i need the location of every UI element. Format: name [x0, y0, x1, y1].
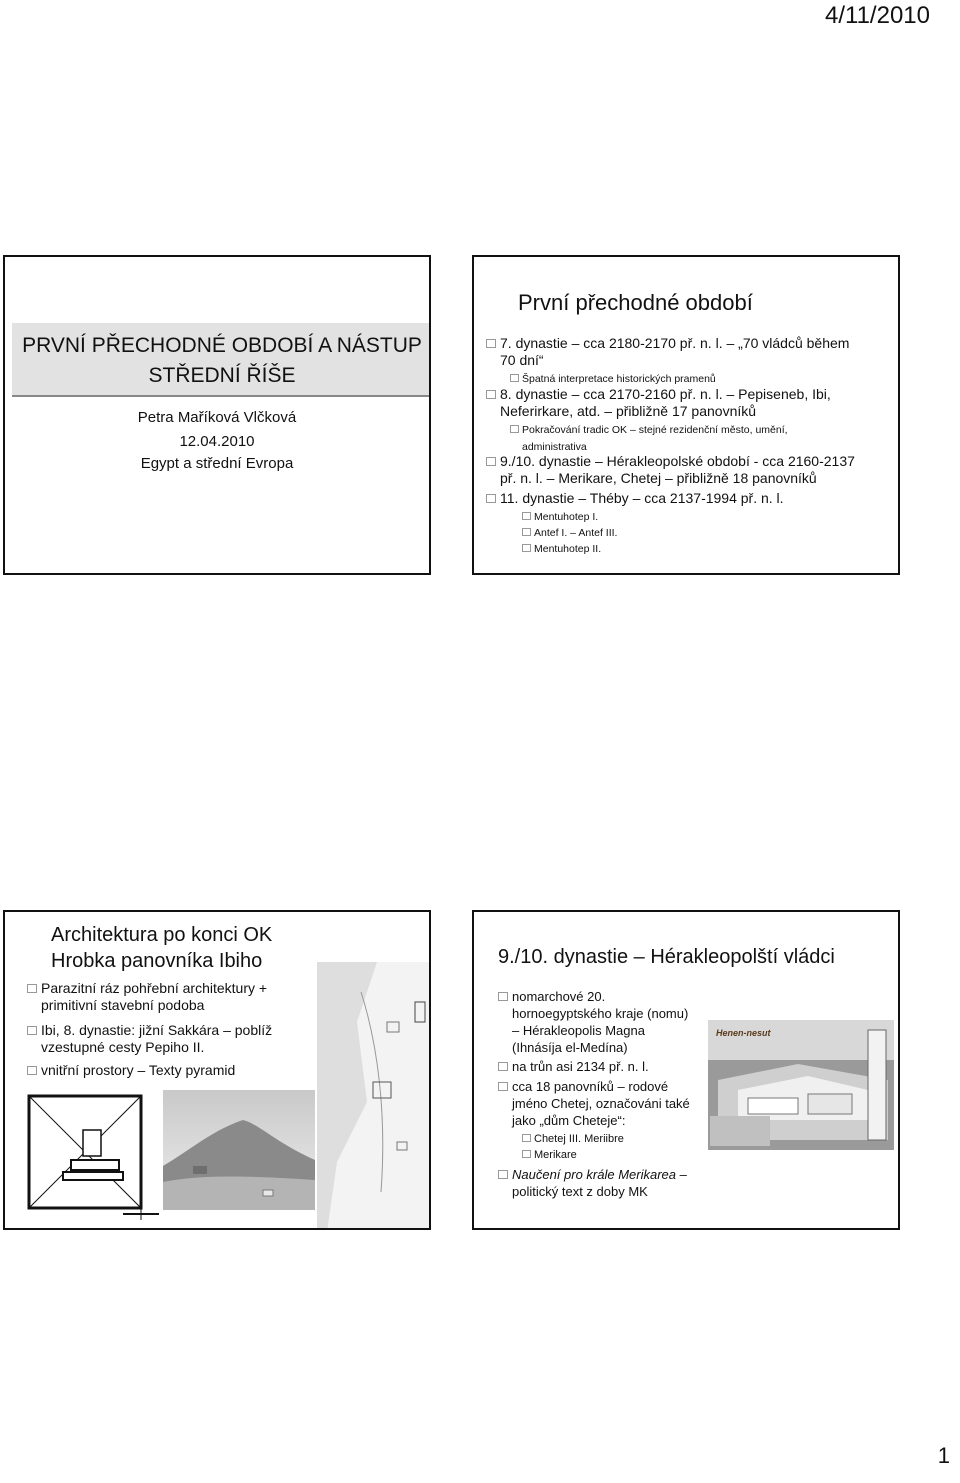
author: Petra Maříková Vlčková: [137, 409, 297, 426]
bullet-text: př. n. l. – Merikare, Chetej – přibližně 18 panovníků: [500, 470, 817, 486]
bullet-text: 11. dynastie – Théby – cca 2137-1994 př. n. l.: [500, 490, 784, 506]
sub-bullet: [534, 1147, 577, 1164]
print-date: 4/11/2010: [825, 2, 930, 29]
bullet-text: [512, 1166, 687, 1183]
bullet-text: administrativa: [522, 441, 587, 453]
slide-herakleopolis: [472, 910, 900, 1230]
bullet-text: – Hérakleopolis Magna: [512, 1023, 645, 1038]
bullet: [41, 1022, 272, 1056]
bullet: [500, 386, 831, 420]
presentation-date: 12.04.2010: [179, 433, 255, 450]
slide-title-line2: STŘEDNÍ ŘÍŠE: [148, 364, 296, 387]
bullet-text: 7. dynastie – cca 2180-2170 př. n. l. – „70 vládců během: [500, 335, 850, 351]
bullet-text: vzestupné cesty Pepiho II.: [41, 1039, 205, 1055]
bullet-text: 8. dynastie – cca 2170-2160 př. n. l. – Pepiseneb, Ibi,: [500, 386, 831, 402]
bullet-text: jméno Chetej, označováni také: [512, 1096, 690, 1111]
slide-title: [3, 255, 431, 575]
bullet-text: Ibi, 8. dynastie: jižní Sakkára – poblíž: [41, 1022, 273, 1038]
page-number: 1: [937, 1443, 950, 1468]
bullet: [512, 1078, 690, 1129]
sub-bullet: [534, 1131, 624, 1148]
slide-heading: První přechodné období: [518, 290, 753, 315]
sub-bullet: [534, 541, 601, 558]
bullet-text: hornoegyptského kraje (nomu): [512, 1006, 689, 1021]
sub-bullet: [534, 509, 598, 526]
bullet-text: Chetej III. Meriibre: [534, 1133, 624, 1145]
text-title-italic: Naučení pro krále Merikarea: [512, 1167, 677, 1182]
bullet-text: vnitřní prostory – Texty pyramid: [41, 1062, 236, 1078]
site-map: [317, 962, 431, 1230]
bullet-text: na trůn asi 2134 př. n. l.: [512, 1059, 649, 1074]
course-name: Egypt a střední Evropa: [140, 455, 294, 472]
bullet-text: Špatná interpretace historických pramenů: [522, 373, 716, 385]
bullet-text: politický text z doby MK: [512, 1184, 648, 1199]
tomb-plan-drawing: [23, 1090, 163, 1224]
bullet-text: Merikare: [534, 1149, 577, 1161]
bullet: [512, 988, 688, 1056]
bullet: [512, 1058, 649, 1075]
bullet: [500, 335, 849, 369]
bullet: [512, 1166, 687, 1200]
bullet-text: Neferirkare, atd. – přibližně 17 panovníků: [500, 403, 757, 419]
bullet-text: Pokračování tradic OK – stejné rezidenční město, umění,: [522, 424, 788, 436]
slide-heading: [51, 922, 272, 974]
bullet: [41, 1062, 235, 1079]
reconstruction-image: [708, 1020, 894, 1150]
bullet-text: (Ihnásíja el-Medína): [512, 1040, 628, 1055]
slide-heading: 9./10. dynastie – Hérakleopolští vládci: [498, 946, 835, 968]
slide-first-intermediate: [472, 255, 900, 575]
bullet: [500, 490, 784, 507]
bullet-text: Antef I. – Antef III.: [534, 527, 618, 539]
slide-title-line1: PRVNÍ PŘECHODNÉ OBDOBÍ A NÁSTUP: [22, 334, 422, 357]
heading-line: Architektura po konci OK: [51, 924, 273, 946]
bullet-text: Mentuhotep II.: [534, 543, 602, 555]
bullet-text: jako „dům Cheteje“:: [512, 1113, 626, 1128]
bullet-text: Mentuhotep I.: [534, 511, 599, 523]
text-dash: –: [676, 1167, 687, 1182]
bullet: [41, 980, 267, 1014]
image-caption: Henen-nesut: [716, 1028, 771, 1038]
bullet: [500, 453, 855, 487]
bullet-text: 9./10. dynastie – Hérakleopolské období - cca 2160-2137: [500, 453, 855, 469]
heading-line: Hrobka panovníka Ibiho: [51, 950, 263, 972]
slide-architecture: [3, 910, 431, 1230]
bullet-text: primitivní stavební podoba: [41, 997, 205, 1013]
bullet-text: 70 dní“: [500, 352, 544, 368]
bullet-text: cca 18 panovníků – rodové: [512, 1079, 669, 1094]
bullet-text: nomarchové 20.: [512, 989, 606, 1004]
ruins-photo: [163, 1090, 315, 1210]
title-box: [12, 323, 431, 397]
bullet-text: Parazitní ráz pohřební architektury +: [41, 980, 268, 996]
sub-bullet: [534, 525, 617, 542]
sub-bullet: [522, 422, 788, 456]
